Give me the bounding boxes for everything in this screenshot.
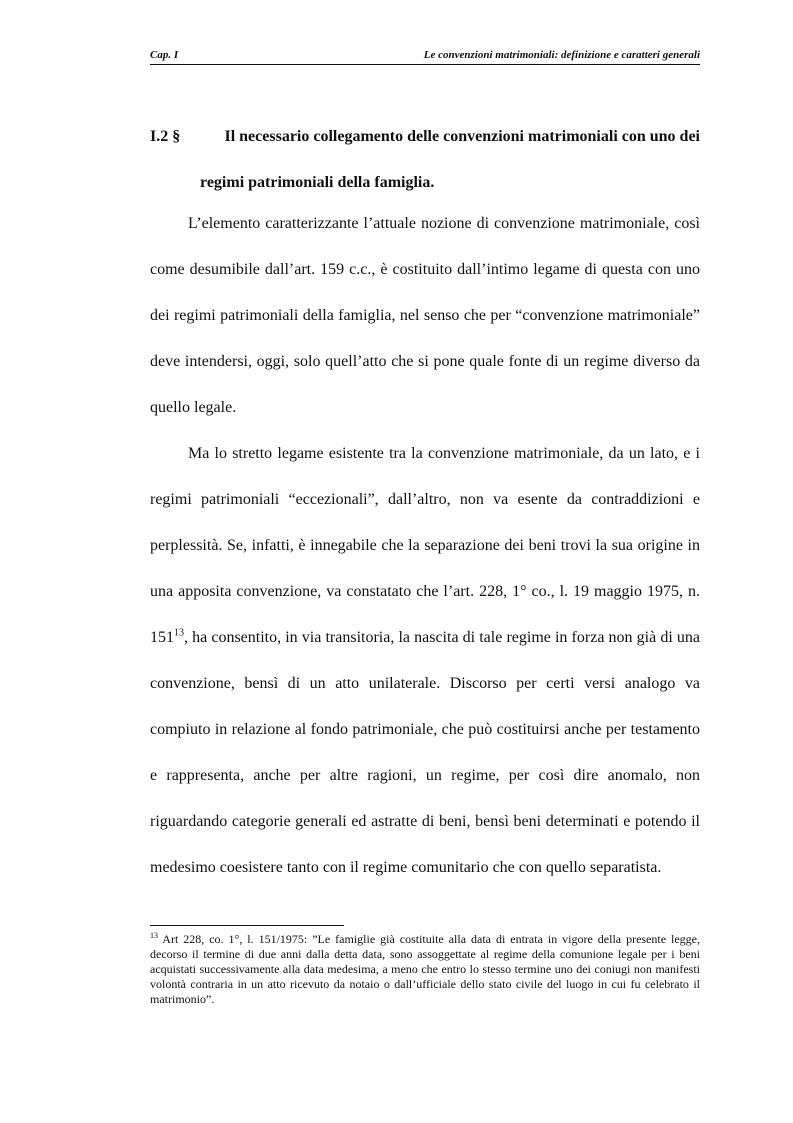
section-title-line2: regimi patrimoniali della famiglia. — [200, 174, 435, 191]
paragraph-2-part1: Ma lo stretto legame esistente tra la convenzione matrimoniale, da un lato, e i regimi patrimoniali “eccezionali”, dall’altro, non va esente da contraddizioni e perplessità. Se, infatti, è innegabile che la separazione dei beni trovi la sua origine in una apposita convenzione, va constatato che l’art. 228, 1° co., l. 19 maggio 1975, n. 151 — [150, 445, 700, 646]
paragraph-2 — [150, 431, 700, 891]
paragraph-1: L’elemento caratterizzante l’attuale nozione di convenzione matrimoniale, così come desumibile dall’art. 159 c.c., è costituito dall’intimo legame di questa con uno dei regimi patrimoniali della famiglia, nel senso che per “convenzione matrimoniale” deve intendersi, oggi, solo quell’atto che si pone quale fonte di un regime diverso da quello legale. — [150, 215, 700, 416]
footnote-reference[interactable]: 13 — [174, 627, 184, 639]
section-heading-line1 — [150, 114, 700, 160]
footnote-text: Art 228, co. 1°, l. 151/1975: ”Le famiglie già costituite alla data di entrata in vigore della presente legge, decorso il termine di due anni dalla detta data, sono assoggettate al regime della comunione legale per i beni acquistati successivamente alla data medesima, a meno che entro lo stesso termine uno dei coniugi non manifesti volontà contraria in un atto ricevuto da notaio o dall’ufficiale dello stato civile del luogo in cui fu celebrato il matrimonio”. — [150, 932, 700, 1006]
header-rule — [150, 64, 700, 65]
section-number: I.2 § — [150, 128, 181, 145]
section-heading — [150, 114, 700, 206]
paragraph-2-part2: , ha consentito, in via transitoria, la nascita di tale regime in forza non già di una convenzione, bensì di un atto unilaterale. Discorso per certi versi analogo va compiuto in relazione al fondo patrimoniale, che può costituirsi anche per testamento e rappresenta, anche per altre ragioni, un regime, per così dire anomalo, non riguardando categorie generali ed astratte di beni, bensì beni determinati e potendo il medesimo coesistere tanto con il regime comunitario che con quello separatista. — [150, 629, 700, 876]
running-title: Le convenzioni matrimoniali: definizione e caratteri generali — [423, 49, 700, 61]
footnote — [150, 932, 700, 1007]
chapter-label: Cap. I — [150, 49, 179, 61]
body-text — [150, 201, 700, 891]
footnote-number: 13 — [150, 931, 158, 940]
footnote-rule — [150, 925, 344, 926]
running-header — [150, 47, 700, 63]
section-title-line1: Il necessario collegamento delle convenzioni matrimoniali con uno dei — [224, 128, 700, 145]
